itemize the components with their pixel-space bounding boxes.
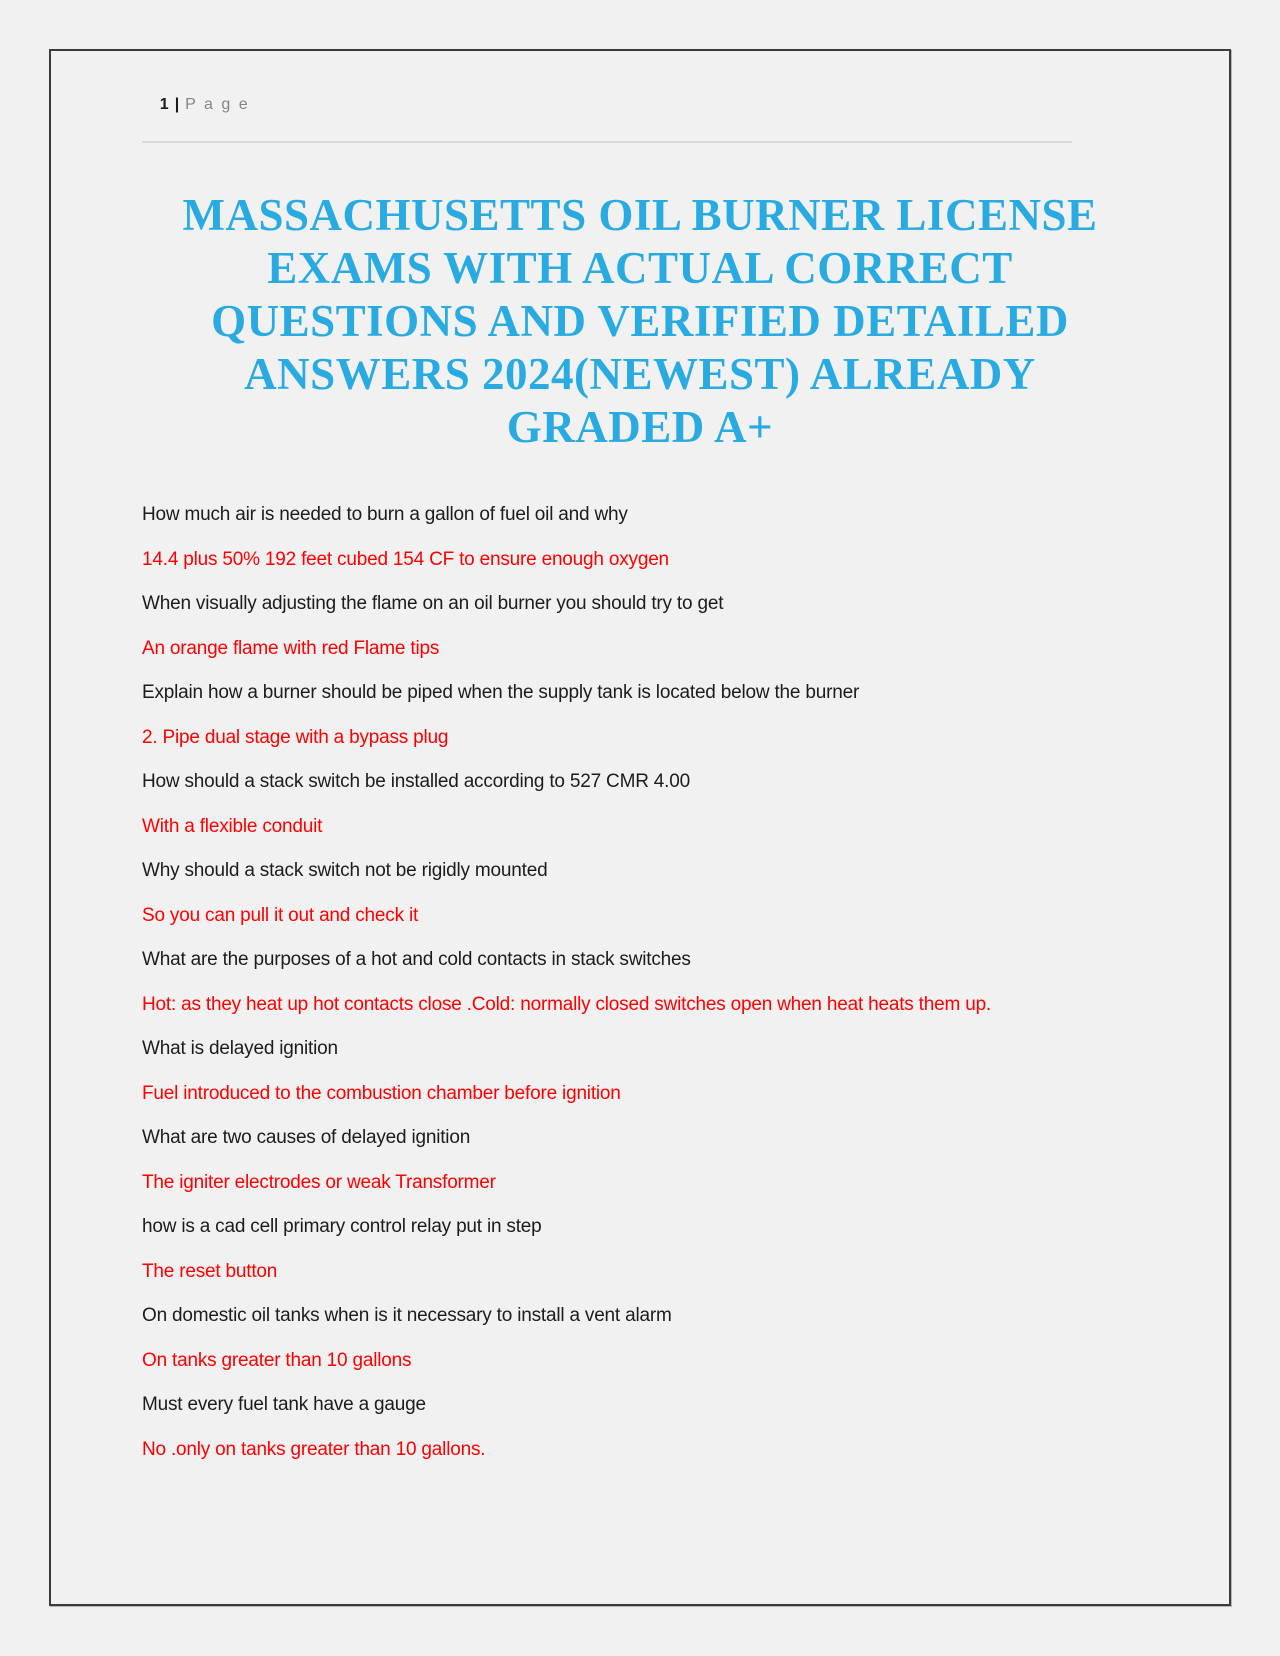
question-text: how is a cad cell primary control relay put in step	[142, 1216, 542, 1237]
answer-text: Fuel introduced to the combustion chamber before ignition	[142, 1082, 621, 1104]
answer-text: An orange flame with red Flame tips	[142, 637, 440, 659]
answer-text: The igniter electrodes or weak Transformer	[142, 1171, 496, 1193]
question-text: What are the purposes of a hot and cold contacts in stack switches	[142, 949, 691, 970]
title-line-5: GRADED A+	[506, 402, 774, 452]
question-text: On domestic oil tanks when is it necessary to install a vent alarm	[142, 1305, 672, 1326]
title-line-4: ANSWERS 2024(NEWEST) ALREADY	[244, 349, 1036, 399]
answer-text: So you can pull it out and check it	[142, 904, 419, 926]
question-text: What are two causes of delayed ignition	[142, 1127, 471, 1148]
page-header-label: P a g e	[185, 96, 250, 113]
question-text: What is delayed ignition	[142, 1038, 338, 1059]
answer-text: Hot: as they heat up hot contacts close .Cold: normally closed switches open when heat heats them up.	[142, 993, 992, 1015]
document-title	[142, 189, 1138, 454]
answer-text: With a flexible conduit	[142, 815, 323, 837]
document-page	[49, 49, 1231, 1606]
question-text: Explain how a burner should be piped when the supply tank is located below the burner	[142, 682, 860, 703]
title-line-3: QUESTIONS AND VERIFIED DETAILED	[211, 296, 1069, 346]
question-text: When visually adjusting the flame on an oil burner you should try to get	[142, 593, 724, 614]
page-number: 1	[159, 96, 169, 113]
title-line-2: EXAMS WITH ACTUAL CORRECT	[267, 243, 1013, 293]
answer-text: The reset button	[142, 1260, 278, 1282]
answer-text: 2. Pipe dual stage with a bypass plug	[142, 726, 449, 748]
title-line-1: MASSACHUSETTS OIL BURNER LICENSE	[182, 190, 1098, 240]
qa-list	[142, 504, 1138, 1460]
question-text: Why should a stack switch not be rigidly mounted	[142, 860, 548, 881]
answer-text: No .only on tanks greater than 10 gallons.	[142, 1438, 486, 1460]
question-text: Must every fuel tank have a gauge	[142, 1394, 426, 1415]
answer-text: 14.4 plus 50% 192 feet cubed 154 CF to ensure enough oxygen	[142, 548, 669, 570]
question-text: How much air is needed to burn a gallon of fuel oil and why	[142, 504, 628, 525]
question-text: How should a stack switch be installed according to 527 CMR 4.00	[142, 771, 690, 792]
page-header-separator: |	[174, 96, 180, 113]
answer-text: On tanks greater than 10 gallons	[142, 1349, 412, 1371]
page-header	[142, 78, 1072, 143]
